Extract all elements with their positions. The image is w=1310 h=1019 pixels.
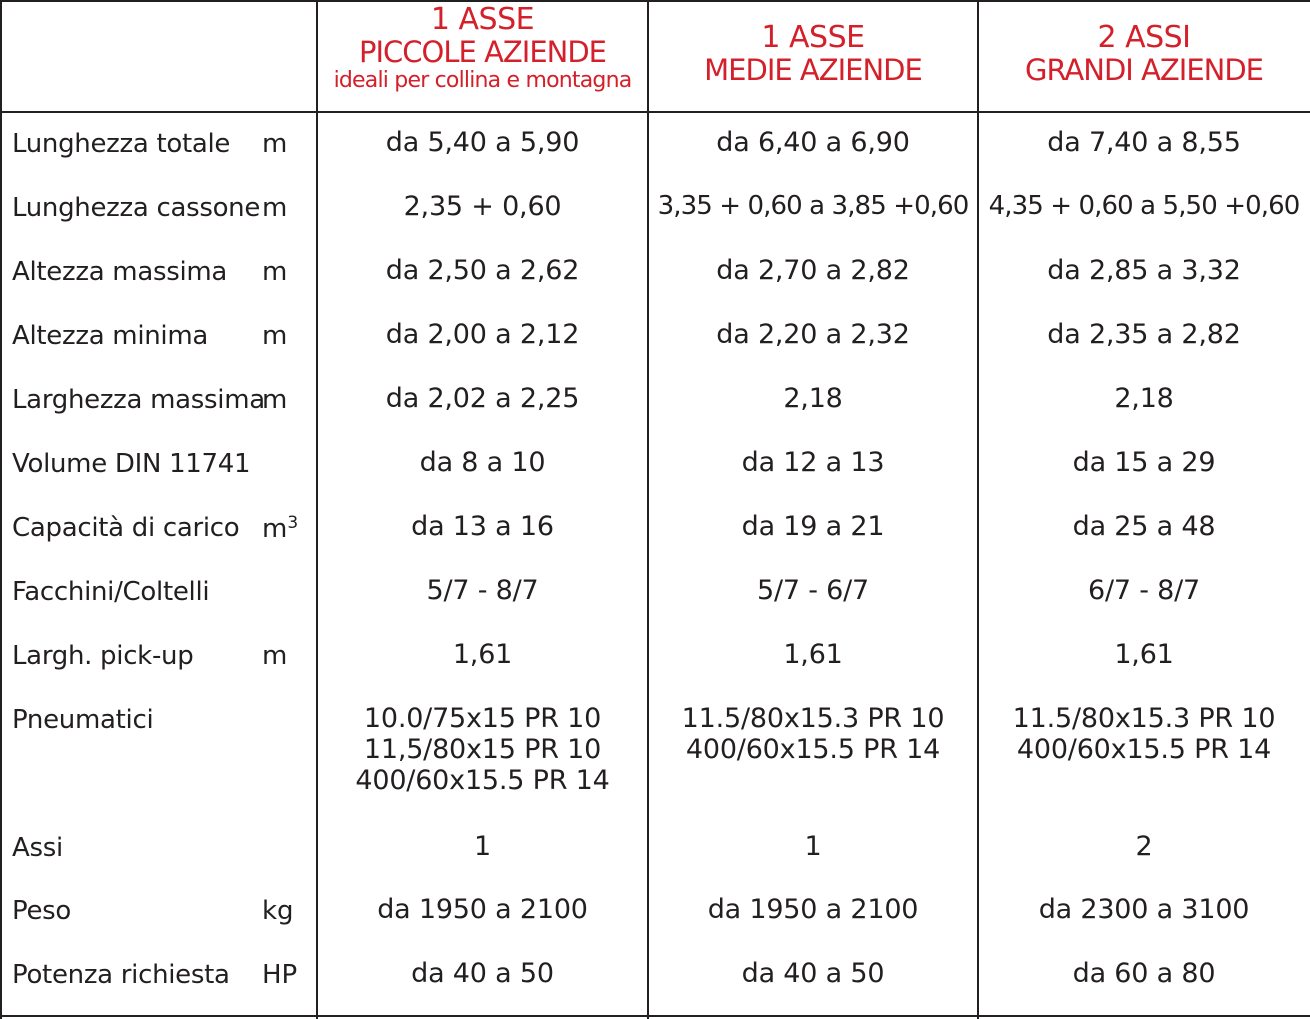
value-cell: da 40 a 50 — [741, 958, 885, 989]
row-unit — [262, 513, 298, 544]
unit-text: m — [262, 514, 288, 544]
row-label: Pneumatici — [12, 705, 154, 735]
row-unit — [262, 641, 287, 671]
value-cell: 1 — [474, 831, 491, 862]
value-cell: da 7,40 a 8,55 — [1047, 127, 1241, 158]
column-header — [317, 4, 648, 110]
value-cell: da 25 a 48 — [1072, 511, 1216, 542]
value-line: 11.5/80x15.3 PR 10 — [681, 703, 945, 734]
value-cell: da 1950 a 2100 — [377, 894, 588, 925]
unit-text: m — [262, 193, 288, 223]
row-unit — [262, 257, 287, 287]
value-line: 10.0/75x15 PR 10 — [363, 703, 602, 734]
row-label: Potenza richiesta — [12, 960, 230, 990]
value-line: 11,5/80x15 PR 10 — [363, 734, 602, 765]
value-cell: da 15 a 29 — [1072, 447, 1216, 478]
value-cell: da 2,70 a 2,82 — [716, 255, 910, 286]
value-cell: 6/7 - 8/7 — [1087, 575, 1200, 606]
row-label: Capacità di carico — [12, 513, 240, 543]
value-cell: da 60 a 80 — [1072, 958, 1216, 989]
row-unit — [262, 193, 287, 223]
value-cell: 2,18 — [783, 383, 843, 414]
value-cell: 5/7 - 8/7 — [426, 575, 539, 606]
row-label: Assi — [12, 833, 63, 863]
row-label: Facchini/Coltelli — [12, 577, 210, 607]
row-label: Larghezza massima — [12, 385, 265, 415]
value-cell — [317, 703, 648, 796]
value-cell: 1 — [804, 831, 822, 862]
value-cell: da 2,20 a 2,32 — [716, 319, 910, 350]
value-cell — [978, 703, 1310, 765]
unit-text: m — [262, 385, 288, 415]
value-cell: da 6,40 a 6,90 — [716, 127, 910, 158]
row-label: Largh. pick-up — [12, 641, 194, 671]
unit-text: m — [262, 321, 288, 351]
header-axle: 2 ASSI — [1097, 20, 1191, 55]
unit-text: m — [262, 129, 288, 159]
column-header — [648, 22, 978, 128]
value-cell: da 1950 a 2100 — [707, 894, 919, 925]
row-label: Lunghezza cassone — [12, 193, 261, 223]
header-axle: 1 ASSE — [761, 20, 865, 55]
value-cell: da 2,50 a 2,62 — [385, 255, 580, 286]
row-label: Peso — [12, 896, 72, 926]
value-cell: 1,61 — [452, 639, 513, 670]
value-cell: da 2300 a 3100 — [1038, 894, 1250, 925]
value-cell: da 2,85 a 3,32 — [1047, 255, 1241, 286]
value-cell: da 2,02 a 2,25 — [385, 383, 580, 414]
value-cell: 2,35 + 0,60 — [403, 191, 562, 222]
value-cell: 3,35 + 0,60 a 3,85 +0,60 — [657, 191, 969, 221]
value-cell: da 13 a 16 — [411, 511, 554, 542]
row-unit — [262, 960, 297, 990]
unit-text: kg — [262, 896, 294, 926]
column-header — [978, 22, 1310, 128]
header-size: GRANDI AZIENDE — [1024, 53, 1263, 87]
header-axle: 1 ASSE — [430, 2, 535, 37]
row-label: Volume DIN 11741 — [12, 449, 251, 479]
header-note: ideali per collina e montagna — [333, 68, 632, 93]
value-cell: 1,61 — [783, 639, 843, 670]
unit-exponent: 3 — [287, 513, 299, 533]
unit-text: HP — [262, 960, 298, 990]
value-cell: da 2,35 a 2,82 — [1047, 319, 1241, 350]
top-border — [0, 0, 1310, 2]
bottom-border — [0, 1015, 1310, 1017]
value-line: 400/60x15.5 PR 14 — [355, 765, 610, 796]
value-cell: 4,35 + 0,60 a 5,50 +0,60 — [988, 191, 1300, 221]
value-cell: 2 — [1135, 831, 1153, 862]
row-label: Lunghezza totale — [12, 129, 231, 159]
row-label: Altezza massima — [12, 257, 228, 287]
unit-text: m — [262, 641, 288, 671]
row-unit — [262, 321, 287, 351]
value-cell: da 19 a 21 — [741, 511, 885, 542]
row-unit — [262, 896, 294, 926]
value-cell: 5/7 - 6/7 — [756, 575, 869, 606]
value-cell: da 5,40 a 5,90 — [385, 127, 580, 158]
value-cell: da 40 a 50 — [411, 958, 554, 989]
row-label: Altezza minima — [12, 321, 209, 351]
value-cell: da 2,00 a 2,12 — [385, 319, 580, 350]
value-cell: 1,61 — [1114, 639, 1174, 670]
value-line: 400/60x15.5 PR 14 — [685, 734, 941, 765]
unit-text: m — [262, 257, 288, 287]
row-unit — [262, 129, 287, 159]
row-unit — [262, 385, 287, 415]
header-size: MEDIE AZIENDE — [704, 53, 922, 87]
value-cell — [648, 703, 978, 765]
value-line: 11.5/80x15.3 PR 10 — [1012, 703, 1276, 734]
header-size: PICCOLE AZIENDE — [359, 35, 606, 69]
value-cell: da 12 a 13 — [741, 447, 885, 478]
value-line: 400/60x15.5 PR 14 — [1016, 734, 1272, 765]
value-cell: 2,18 — [1114, 383, 1174, 414]
value-cell: da 8 a 10 — [419, 447, 546, 478]
left-border — [0, 0, 2, 1019]
